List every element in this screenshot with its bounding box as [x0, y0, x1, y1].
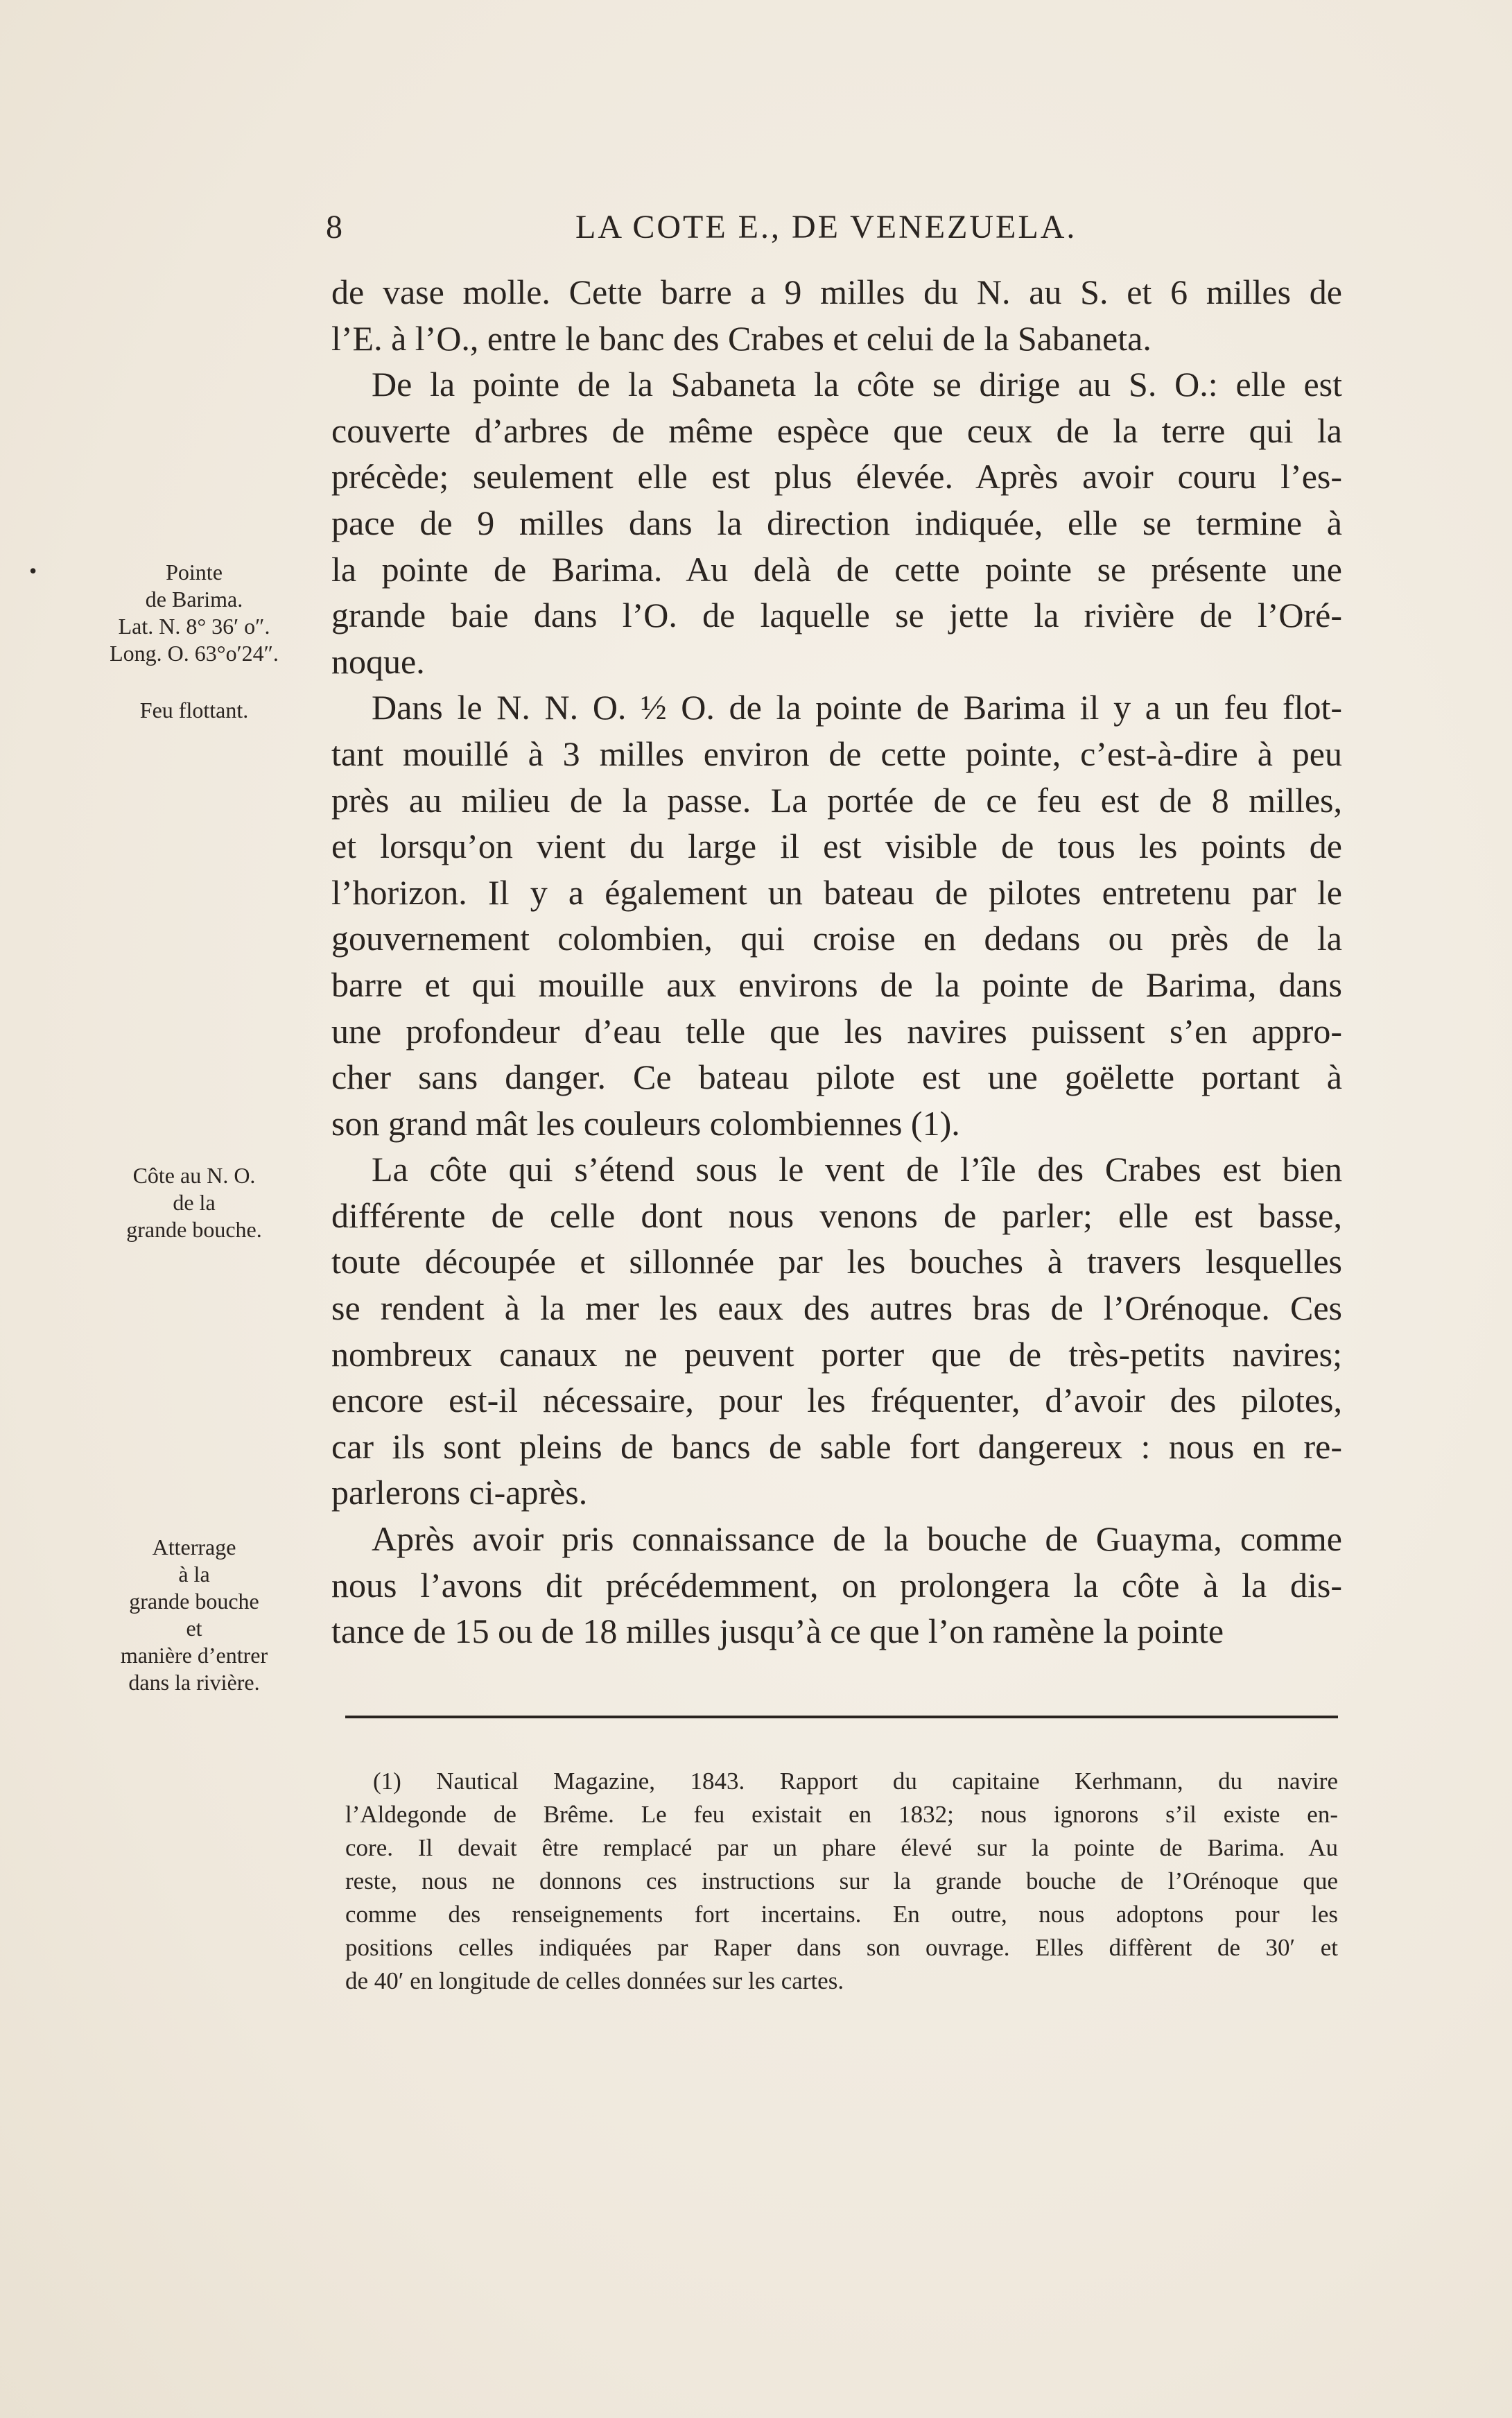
body-line: différente de celle dont nous venons de parler; elle est basse,: [331, 1195, 1342, 1235]
margin-note-line: Côte au N. O.: [132, 1163, 256, 1188]
margin-note-line: Lat. N. 8° 36′ o″.: [118, 614, 270, 639]
footnote-line: comme des renseignements fort incertains. En outre, nous adoptons pour les: [345, 1901, 1338, 1928]
body-line: nous l’avons dit précédemment, on prolongera la côte à la dis-: [331, 1565, 1342, 1605]
body-line: nombreux canaux ne peuvent porter que de très-petits navires;: [331, 1334, 1342, 1374]
body-line: cher sans danger. Ce bateau pilote est une goëlette portant à: [331, 1057, 1342, 1097]
body-line: la pointe de Barima. Au delà de cette pointe se présente une: [331, 549, 1342, 589]
page-number: 8: [326, 209, 343, 245]
body-line: gouvernement colombien, qui croise en dedans ou près de la: [331, 919, 1342, 958]
margin-note-line: Feu flottant.: [139, 698, 249, 723]
body-line: De la pointe de la Sabaneta la côte se dirige au S. O.: elle est: [372, 365, 1342, 404]
footnote: [345, 1765, 1338, 1998]
margin-bullet: •: [29, 558, 37, 583]
body-line: près au milieu de la passe. La portée de ce feu est de 8 milles,: [331, 780, 1342, 820]
body-line: Après avoir pris connaissance de la bouche de Guayma, comme: [372, 1519, 1342, 1559]
margin-note-line: et: [186, 1616, 202, 1641]
body-line: et lorsqu’on vient du large il est visible de tous les points de: [331, 827, 1342, 866]
body-line: noque.: [331, 641, 425, 681]
footnote-line: (1) Nautical Magazine, 1843. Rapport du capitaine Kerhmann, du navire: [373, 1768, 1338, 1795]
body-line: parlerons ci-après.: [331, 1473, 588, 1512]
margin-note-line: grande bouche.: [126, 1217, 262, 1242]
body-line: encore est-il nécessaire, pour les fréquenter, d’avoir des pilotes,: [331, 1381, 1342, 1420]
body-line: car ils sont pleins de bancs de sable fort dangereux : nous en re-: [331, 1426, 1342, 1466]
margin-note-pointe-de-barima: [83, 559, 305, 667]
margin-note-line: grande bouche: [129, 1589, 259, 1614]
margin-note-line: Atterrage: [152, 1535, 236, 1560]
body-line: grande baie dans l’O. de laquelle se jette la rivière de l’Oré-: [331, 596, 1342, 635]
body-line: l’horizon. Il y a également un bateau de pilotes entretenu par le: [331, 872, 1342, 912]
margin-note-line: manière d’entrer: [120, 1643, 268, 1668]
body-line: barre et qui mouille aux environs de la pointe de Barima, dans: [331, 965, 1342, 1004]
footnote-rule: [345, 1716, 1338, 1718]
margin-note-line: à la: [178, 1562, 210, 1587]
body-line: une profondeur d’eau telle que les navires puissent s’en appro-: [331, 1011, 1342, 1051]
margin-note-line: de la: [173, 1190, 216, 1215]
footnote-line: core. Il devait être remplacé par un phare élevé sur la pointe de Barima. Au: [345, 1834, 1338, 1861]
body-line: précède; seulement elle est plus élevée. Après avoir couru l’es-: [331, 457, 1342, 496]
footnote-line: l’Aldegonde de Brême. Le feu existait en 1832; nous ignorons s’il existe en-: [345, 1801, 1338, 1828]
margin-note-feu-flottant: [83, 697, 305, 724]
body-text: [331, 269, 1342, 1655]
body-line: couverte d’arbres de même espèce que ceux de la terre qui la: [331, 411, 1342, 450]
footnote-line: de 40′ en longitude de celles données sur les cartes.: [345, 1967, 844, 1994]
body-line: Dans le N. N. O. ½ O. de la pointe de Barima il y a un feu flot-: [372, 688, 1342, 727]
body-line: son grand mât les couleurs colombiennes (1).: [331, 1103, 960, 1143]
margin-note-line: dans la rivière.: [128, 1670, 260, 1695]
margin-note-line: Long. O. 63°o′24″.: [110, 641, 279, 666]
body-line: pace de 9 milles dans la direction indiquée, elle se termine à: [331, 503, 1342, 542]
margin-note-line: de Barima.: [145, 587, 243, 612]
running-title: LA COTE E., DE VENEZUELA.: [575, 209, 1077, 245]
page-header: [326, 208, 1345, 257]
body-line: tant mouillé à 3 milles environ de cette pointe, c’est-à-dire à peu: [331, 734, 1342, 773]
margin-note-line: Pointe: [166, 560, 223, 585]
footnote-line: reste, nous ne donnons ces instructions sur la grande bouche de l’Orénoque que: [345, 1867, 1338, 1894]
body-line: La côte qui s’étend sous le vent de l’île des Crabes est bien: [372, 1150, 1342, 1189]
body-line: toute découpée et sillonnée par les bouches à travers lesquelles: [331, 1242, 1342, 1281]
body-line: l’E. à l’O., entre le banc des Crabes et celui de la Sabaneta.: [331, 318, 1152, 358]
margin-note-cote-au-no: [83, 1162, 305, 1243]
body-line: de vase molle. Cette barre a 9 milles du N. au S. et 6 milles de: [331, 273, 1342, 311]
margin-note-atterrage: [83, 1534, 305, 1696]
body-line: se rendent à la mer les eaux des autres bras de l’Orénoque. Ces: [331, 1288, 1342, 1328]
body-line: tance de 15 ou de 18 milles jusqu’à ce que l’on ramène la pointe: [331, 1612, 1224, 1651]
footnote-line: positions celles indiquées par Raper dans son ouvrage. Elles diffèrent de 30′ et: [345, 1934, 1338, 1961]
